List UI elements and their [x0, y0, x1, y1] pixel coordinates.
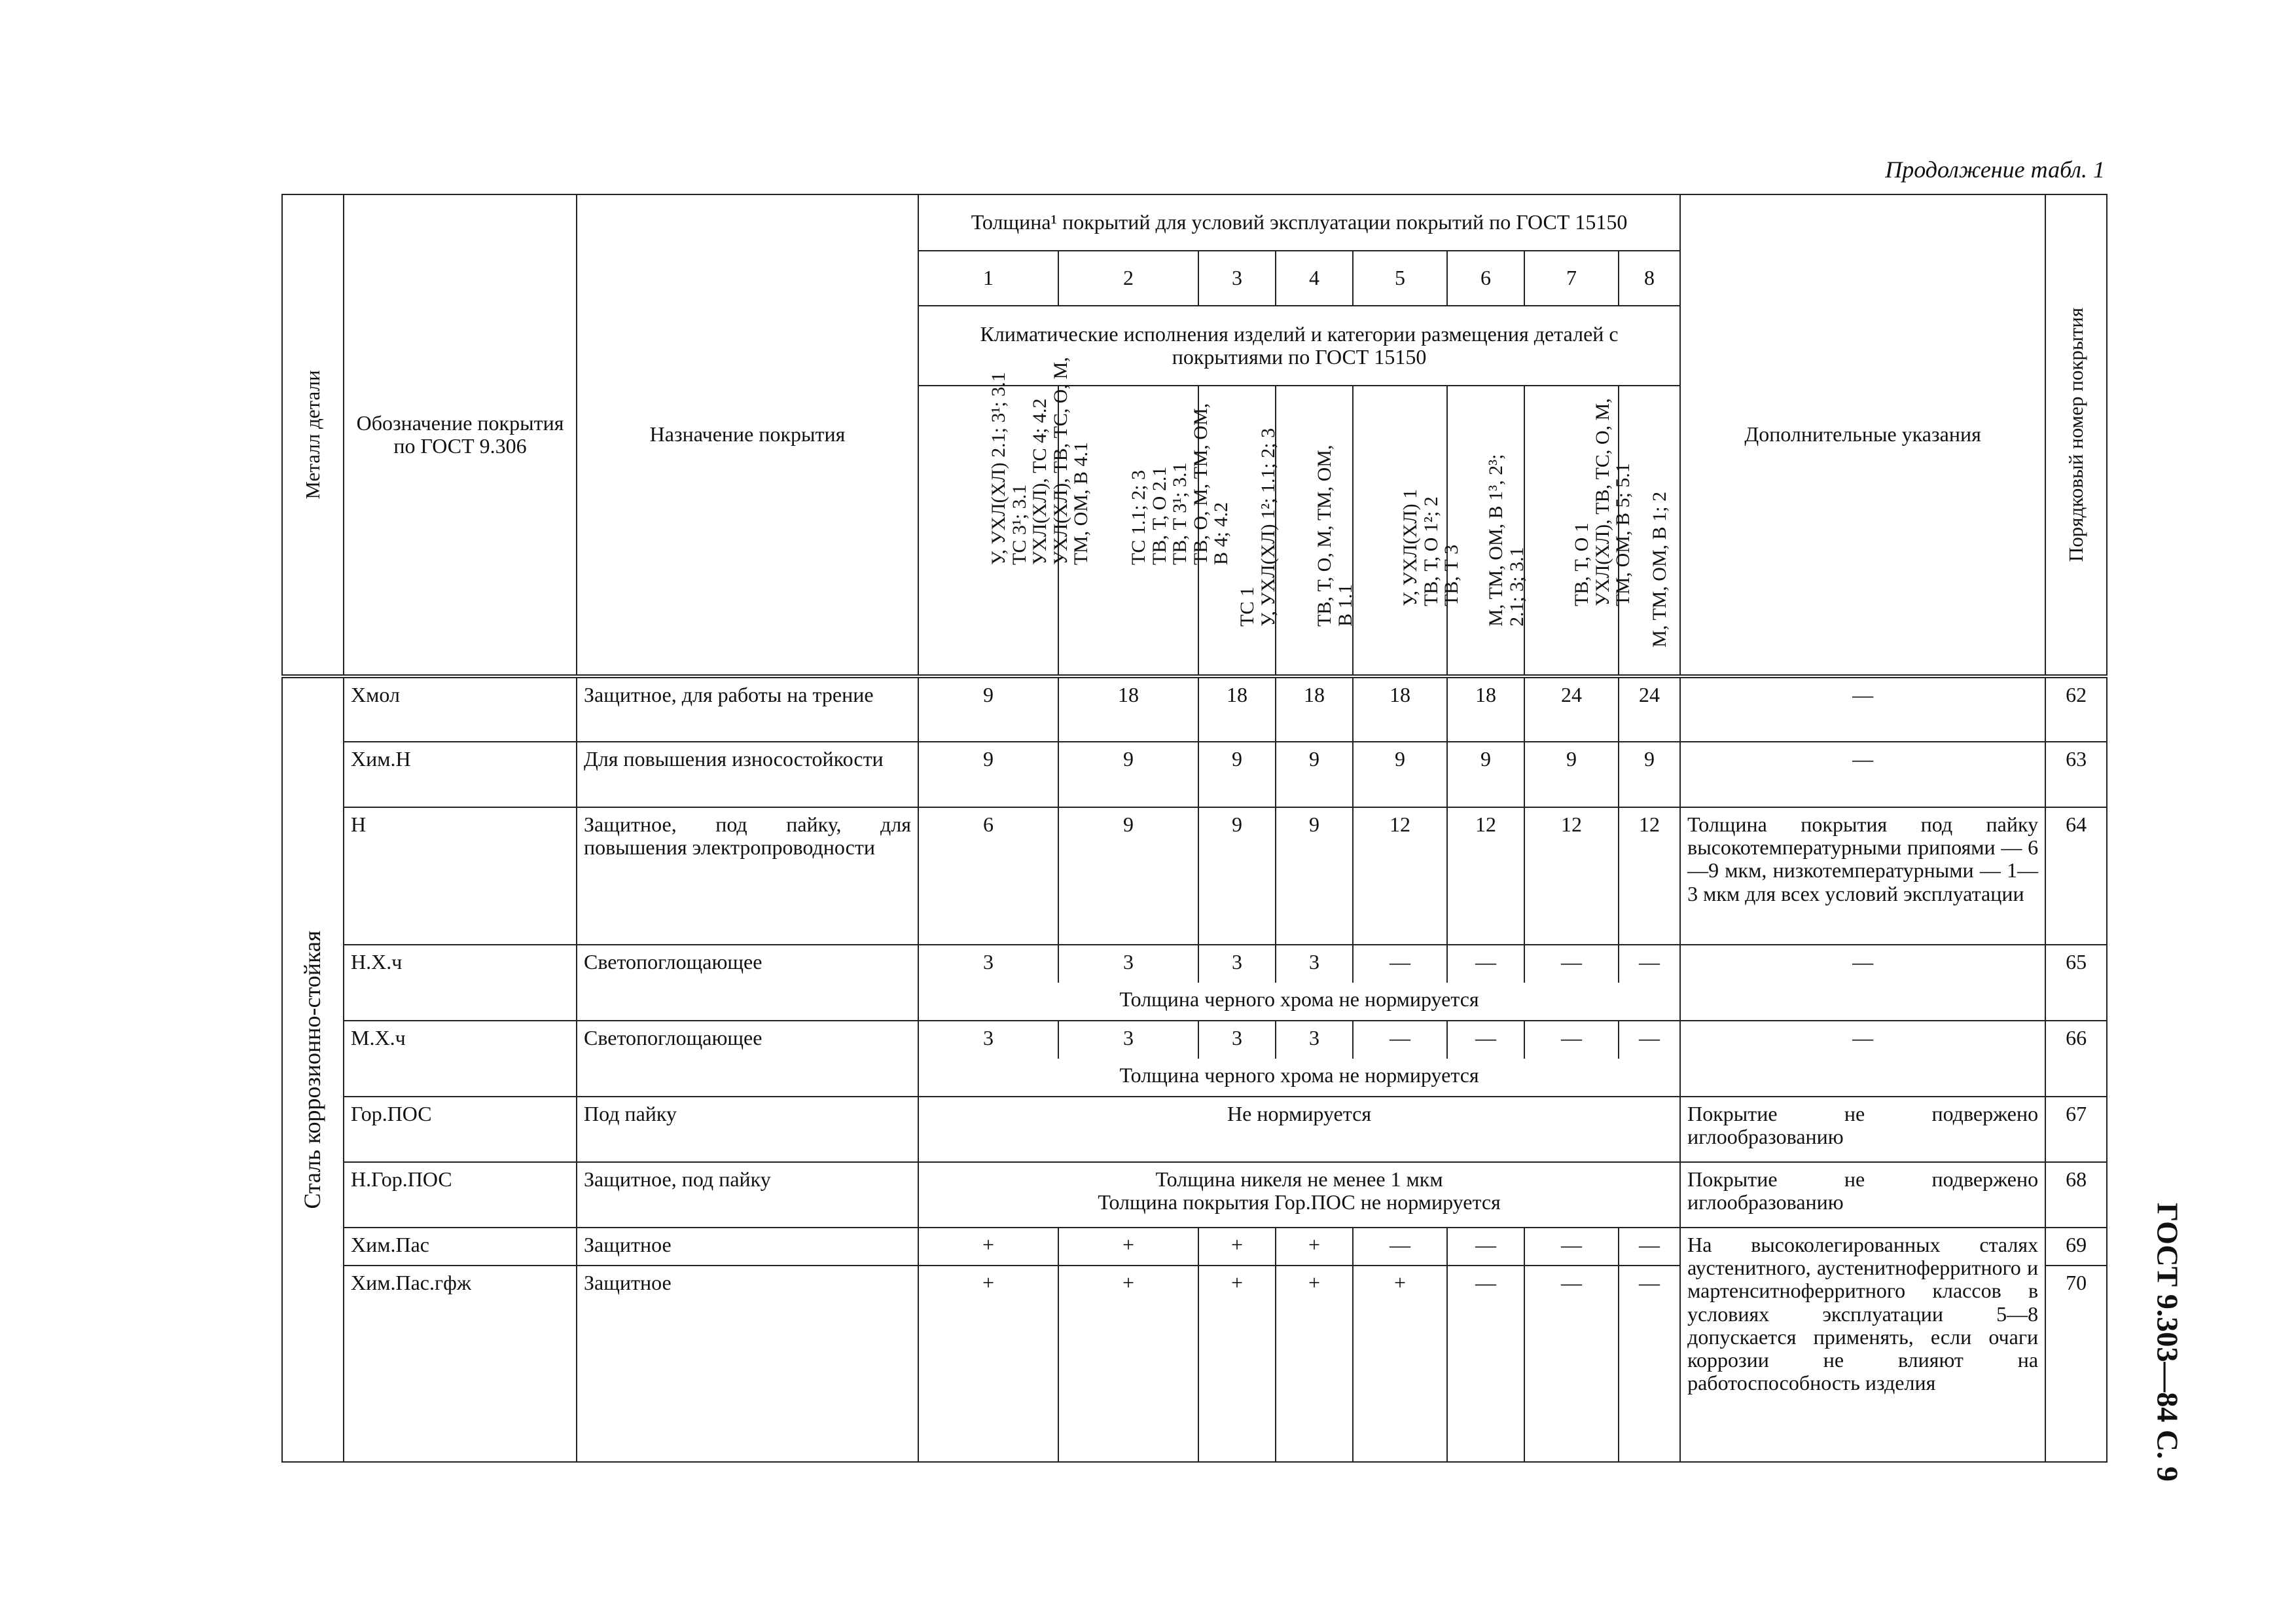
metal-header: Металл детали [282, 194, 344, 676]
value-cell: 9 [1619, 742, 1680, 807]
shared-note-cell: На высоколегированных сталях аустенитного, аустенитноферритного и мартенситноферритного классов в условиях эксплуатации 5—8 допускается применять, если очаги коррозии не влияют на работоспособность изделия [1680, 1228, 2045, 1462]
climate-header: Климатические исполнения изделий и категории размещения деталей с покрытиями по ГОСТ 15150 [918, 306, 1680, 386]
number-cell: 65 [2045, 945, 2107, 1021]
value-cell: 3 [1058, 1021, 1198, 1059]
purpose-cell: Светопоглощающее [577, 945, 918, 1021]
value-cell: 9 [1198, 807, 1276, 945]
designation-cell: Хмол [344, 676, 577, 742]
number-cell: 68 [2045, 1162, 2107, 1228]
value-cell: 9 [918, 742, 1058, 807]
table-row [282, 676, 2107, 742]
value-cell: 24 [1524, 676, 1619, 742]
purpose-cell: Под пайку [577, 1097, 918, 1162]
value-cell: 12 [1447, 807, 1524, 945]
cond-number: 3 [1198, 251, 1276, 306]
value-cell: 3 [1198, 1021, 1276, 1059]
value-cell: 3 [1276, 1021, 1353, 1059]
value-cell: 18 [1058, 676, 1198, 742]
additional-header: Дополнительные указания [1680, 194, 2045, 676]
table-row [282, 1228, 2107, 1266]
table-row [282, 742, 2107, 807]
value-cell: 18 [1353, 676, 1447, 742]
purpose-cell: Защитное [577, 1228, 918, 1266]
designation-cell: Хим.Пас.гфж [344, 1266, 577, 1462]
table-row [282, 945, 2107, 983]
note-cell: — [1680, 742, 2045, 807]
climate-col: У, УХЛ(ХЛ) 2.1; 3¹; 3.1 ТС 3¹; 3.1 УХЛ(ХЛ), ТС 4; 4.2 УХЛ(ХЛ), ТВ, ТС, О, М, ТМ, ОМ, В 4.1 [918, 386, 1058, 676]
value-cell: — [1619, 1266, 1680, 1462]
subnote-cell: Толщина черного хрома не нормируется [918, 1059, 1680, 1097]
number-cell: 63 [2045, 742, 2107, 807]
value-cell: — [1619, 1021, 1680, 1059]
purpose-cell: Защитное [577, 1266, 918, 1462]
value-cell: — [1524, 1021, 1619, 1059]
merged-value-cell: Не нормируется [918, 1097, 1680, 1162]
number-cell: 67 [2045, 1097, 2107, 1162]
value-cell: 3 [918, 945, 1058, 983]
value-cell: 3 [1276, 945, 1353, 983]
cond-number: 7 [1524, 251, 1619, 306]
header-row-1 [282, 194, 2107, 251]
note-cell: Покрытие не подвержено иглообразованию [1680, 1162, 2045, 1228]
table-row [282, 1162, 2107, 1228]
designation-cell: Хим.Пас [344, 1228, 577, 1266]
number-cell: 62 [2045, 676, 2107, 742]
gost-label [2142, 1202, 2194, 1482]
climate-col: ТВ, Т, О 1 УХЛ(ХЛ), ТВ, ТС, О, М, ТМ, ОМ, В 5; 5.1 [1524, 386, 1619, 676]
climate-col: М, ТМ, ОМ, В 1; 2 [1619, 386, 1680, 676]
value-cell: + [918, 1228, 1058, 1266]
value-cell: + [918, 1266, 1058, 1462]
designation-cell: Н.Х.ч [344, 945, 577, 1021]
purpose-cell: Светопоглощающее [577, 1021, 918, 1097]
climate-col: ТС 1.1; 2; 3 ТВ, Т, О 2.1 ТВ, Т 3¹; 3.1 ТВ, О, М, ТМ, ОМ, В 4; 4.2 [1058, 386, 1198, 676]
value-cell: 9 [1276, 742, 1353, 807]
value-cell: + [1058, 1266, 1198, 1462]
value-cell: 12 [1619, 807, 1680, 945]
climate-col: М, ТМ, ОМ, В 1³, 2³; 2.1; 3; 3.1 [1447, 386, 1524, 676]
thickness-header: Толщина¹ покрытий для условий эксплуатации покрытий по ГОСТ 15150 [918, 194, 1680, 251]
value-cell: — [1447, 1021, 1524, 1059]
designation-cell: Н [344, 807, 577, 945]
value-cell: 12 [1524, 807, 1619, 945]
subnote-cell: Толщина черного хрома не нормируется [918, 983, 1680, 1021]
value-cell: 9 [918, 676, 1058, 742]
value-cell: — [1524, 1266, 1619, 1462]
merged-line-2: Толщина покрытия Гор.ПОС не нормируется [1098, 1190, 1501, 1214]
designation-cell: Хим.Н [344, 742, 577, 807]
designation-cell: Н.Гор.ПОС [344, 1162, 577, 1228]
value-cell: + [1353, 1266, 1447, 1462]
note-cell: Толщина покрытия под пайку высокотемпературными припоями — 6—9 мкм, низкотемпературными — 1—3 мкм для всех условий эксплуатации [1680, 807, 2045, 945]
table-row [282, 1021, 2107, 1059]
value-cell: 3 [1198, 945, 1276, 983]
cond-number: 4 [1276, 251, 1353, 306]
note-cell: — [1680, 1021, 2045, 1097]
continuation-label: Продолжение табл. 1 [1885, 156, 2105, 183]
value-cell: — [1353, 945, 1447, 983]
gost-label-text: ГОСТ 9.303—84 С. 9 [2151, 1202, 2185, 1482]
value-cell: 18 [1276, 676, 1353, 742]
value-cell: 9 [1058, 807, 1198, 945]
metal-group: Сталь коррозионно-стойкая [282, 676, 344, 1462]
value-cell: 9 [1353, 742, 1447, 807]
purpose-cell: Защитное, под пайку [577, 1162, 918, 1228]
cond-number: 1 [918, 251, 1058, 306]
value-cell: + [1058, 1228, 1198, 1266]
note-cell: Покрытие не подвержено иглообразованию [1680, 1097, 2045, 1162]
value-cell: 9 [1447, 742, 1524, 807]
value-cell: 24 [1619, 676, 1680, 742]
table-row [282, 1097, 2107, 1162]
climate-col: У, УХЛ(ХЛ) 1 ТВ, Т, О 1²; 2 ТВ, Т 3 [1353, 386, 1447, 676]
order-number-header: Порядковый номер покрытия [2045, 194, 2107, 676]
table-row [282, 807, 2107, 945]
value-cell: 3 [918, 1021, 1058, 1059]
value-cell: + [1198, 1266, 1276, 1462]
value-cell: — [1353, 1228, 1447, 1266]
purpose-header: Назначение покрытия [577, 194, 918, 676]
number-cell: 70 [2045, 1266, 2107, 1462]
value-cell: + [1276, 1266, 1353, 1462]
value-cell: 6 [918, 807, 1058, 945]
value-cell: 9 [1198, 742, 1276, 807]
purpose-cell: Защитное, для работы на трение [577, 676, 918, 742]
climate-col: ТС 1 У, УХЛ(ХЛ) 1²; 1.1; 2; 3 [1198, 386, 1276, 676]
cond-number: 2 [1058, 251, 1198, 306]
value-cell: — [1619, 945, 1680, 983]
designation-cell: Гор.ПОС [344, 1097, 577, 1162]
value-cell: 12 [1353, 807, 1447, 945]
number-cell: 69 [2045, 1228, 2107, 1266]
coating-table [281, 194, 2108, 1463]
note-cell: — [1680, 945, 2045, 1021]
number-cell: 64 [2045, 807, 2107, 945]
value-cell: — [1524, 1228, 1619, 1266]
number-cell: 66 [2045, 1021, 2107, 1097]
value-cell: — [1524, 945, 1619, 983]
purpose-cell: Для повышения износостойкости [577, 742, 918, 807]
note-cell: — [1680, 676, 2045, 742]
value-cell: 18 [1198, 676, 1276, 742]
value-cell: — [1447, 945, 1524, 983]
cond-number: 8 [1619, 251, 1680, 306]
value-cell: — [1447, 1266, 1524, 1462]
climate-col: ТВ, Т, О, М, ТМ, ОМ, В 1.1 [1276, 386, 1353, 676]
designation-cell: М.Х.ч [344, 1021, 577, 1097]
merged-line-1: Толщина никеля не менее 1 мкм [1155, 1167, 1443, 1191]
value-cell: + [1276, 1228, 1353, 1266]
value-cell: — [1447, 1228, 1524, 1266]
purpose-cell: Защитное, под пайку, для повышения электропроводности [577, 807, 918, 945]
value-cell: — [1619, 1228, 1680, 1266]
value-cell: 9 [1276, 807, 1353, 945]
value-cell: 9 [1524, 742, 1619, 807]
cond-number: 6 [1447, 251, 1524, 306]
cond-number: 5 [1353, 251, 1447, 306]
designation-header: Обозначение покрытия по ГОСТ 9.306 [344, 194, 577, 676]
merged-value-cell [918, 1162, 1680, 1228]
value-cell: 18 [1447, 676, 1524, 742]
value-cell: 3 [1058, 945, 1198, 983]
value-cell: — [1353, 1021, 1447, 1059]
value-cell: + [1198, 1228, 1276, 1266]
value-cell: 9 [1058, 742, 1198, 807]
